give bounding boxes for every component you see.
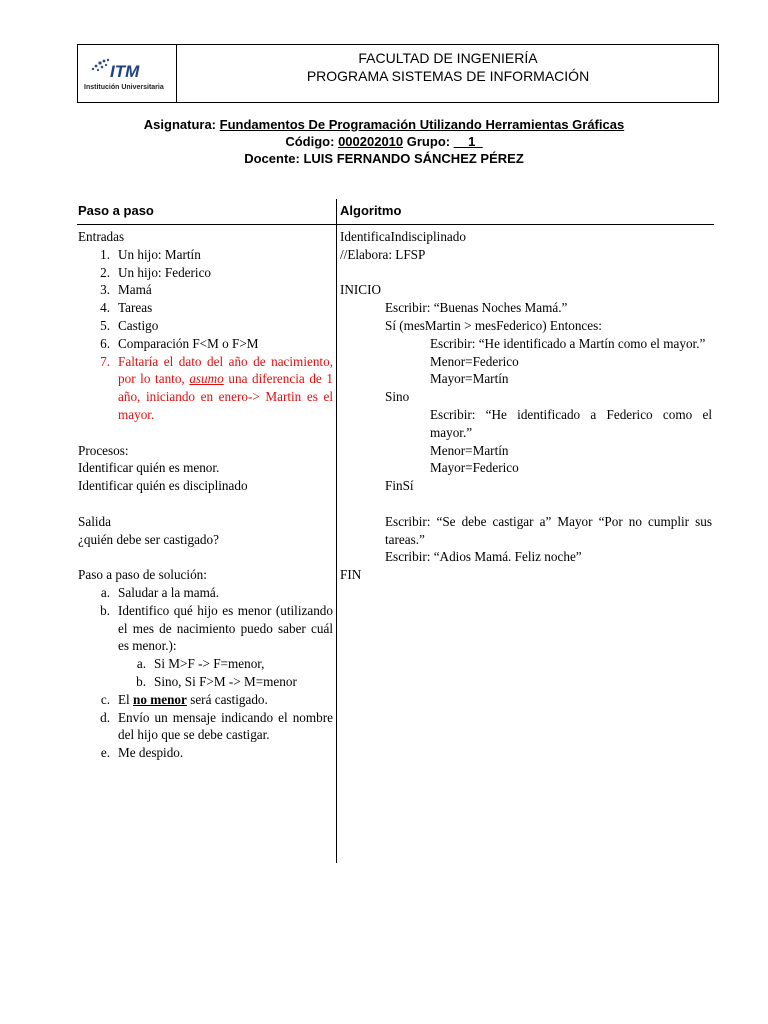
inicio-keyword: INICIO	[340, 282, 382, 298]
docente-line: Docente: LUIS FERNANDO SÁNCHEZ PÉREZ	[244, 151, 524, 166]
fin-keyword: FIN	[340, 567, 362, 583]
list-item: c. El no menor será castigado.	[100, 691, 268, 707]
code-line: Mayor=Federico	[430, 460, 519, 476]
code-line: Escribir: “He identificado a Federico como el mayor.”	[430, 406, 712, 440]
list-item: a. Saludar a la mamá.	[100, 584, 220, 600]
faculty-name: FACULTAD DE INGENIERÍA	[358, 50, 538, 66]
codigo-line: Código: 000202010 Grupo: __1_	[285, 134, 483, 149]
group-number: __1_	[453, 134, 483, 149]
salida-text: ¿quién debe ser castigado?	[78, 531, 219, 547]
asignatura-line: Asignatura: Fundamentos De Programación Utilizando Herramientas Gráficas	[143, 117, 625, 132]
header-title	[178, 49, 718, 85]
code-line: Mayor=Martín	[430, 371, 509, 387]
list-item: 6. Comparación F<M o F>M	[100, 335, 259, 351]
list-item: 1. Un hijo: Martín	[100, 246, 201, 262]
code-line: FinSí	[385, 478, 414, 494]
sub-list-item: b. Sino, Si F>M -> M=menor	[136, 673, 297, 689]
code-line: Sino	[385, 389, 410, 405]
list-item: 3. Mamá	[100, 282, 152, 298]
column-header-algoritmo: Algoritmo	[340, 203, 402, 218]
salida-heading: Salida	[78, 513, 111, 529]
course-name: Fundamentos De Programación Utilizando Herramientas Gráficas	[219, 117, 625, 132]
algorithm-name: IdentificaIndisciplinado	[340, 229, 466, 244]
pasos-heading: Paso a paso de solución:	[78, 567, 207, 583]
entradas-list	[78, 246, 333, 424]
code-line: Menor=Federico	[430, 353, 519, 369]
code-line: Sí (mesMartin > mesFederico) Entonces:	[385, 317, 602, 333]
course-code: 000202010	[338, 134, 404, 149]
table-column-divider	[336, 199, 337, 863]
algorithm-author: //Elabora: LFSP	[340, 246, 426, 262]
code-line: Escribir: “Buenas Noches Mamá.”	[385, 300, 568, 316]
paso-a-paso-column	[78, 228, 333, 762]
document-header	[77, 44, 719, 103]
code-line: Escribir: “Se debe castigar a” Mayor “Por no cumplir sus tareas.”	[385, 513, 712, 547]
svg-text:Institución Universitaria: Institución Universitaria	[84, 84, 164, 91]
column-header-paso-a-paso: Paso a paso	[78, 203, 154, 218]
sub-list-item: a. Si M>F -> F=menor,	[136, 656, 265, 672]
list-item: b. Identifico qué hijo es menor (utilizando el mes de nacimiento puedo saber cuál es menor.):	[100, 602, 333, 654]
code-line: Escribir: “He identificado a Martín como el mayor.”	[430, 335, 706, 351]
entradas-heading: Entradas	[78, 229, 125, 244]
teacher-name: LUIS FERNANDO SÁNCHEZ PÉREZ	[303, 151, 524, 166]
list-item: d. Envío un mensaje indicando el nombre del hijo que se debe castigar.	[100, 709, 333, 743]
code-line: Menor=Martín	[430, 442, 509, 458]
list-item: Identificar quién es disciplinado	[78, 478, 248, 494]
table-header-rule	[77, 224, 714, 225]
institution-logo	[80, 55, 172, 95]
header-divider	[176, 45, 177, 102]
code-line: Escribir: “Adios Mamá. Feliz noche”	[385, 549, 582, 565]
list-item: 5. Castigo	[100, 317, 159, 333]
algoritmo-column	[340, 228, 712, 584]
list-item: e. Me despido.	[100, 745, 184, 761]
course-info	[0, 116, 768, 167]
list-item: 2. Un hijo: Federico	[100, 264, 212, 280]
list-item: 4. Tareas	[100, 300, 153, 316]
svg-text:ITM: ITM	[110, 62, 140, 81]
procesos-heading: Procesos:	[78, 442, 129, 458]
list-item: Identificar quién es menor.	[78, 460, 220, 476]
missing-data-note: 7. Faltaría el dato del año de nacimiento, por lo tanto, asumo una diferencia de 1 año, iniciando en enero-> Martin es el mayor.	[100, 353, 333, 422]
program-name: PROGRAMA SISTEMAS DE INFORMACIÓN	[306, 68, 590, 84]
